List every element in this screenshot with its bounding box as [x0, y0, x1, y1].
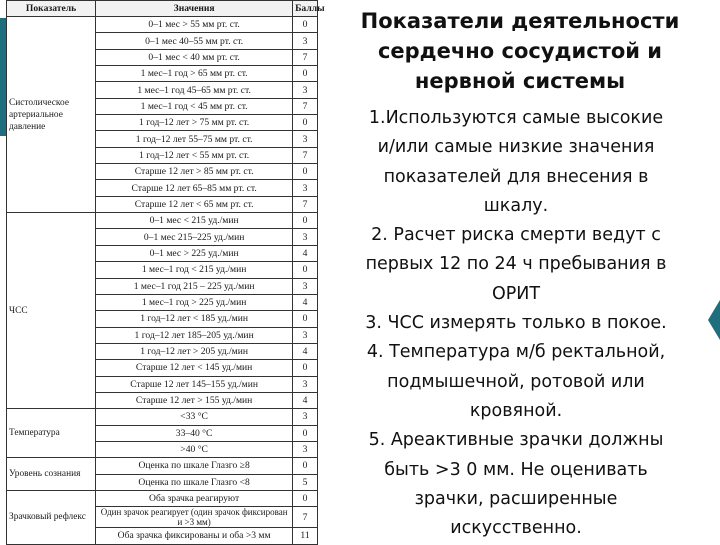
- points-cell: 0: [293, 115, 318, 131]
- slide-title: [330, 6, 710, 96]
- points-cell: 3: [293, 327, 318, 343]
- value-cell: Старше 12 лет 145–155 уд./мин: [96, 376, 293, 392]
- points-cell: 0: [293, 360, 318, 376]
- table-header-row: [7, 1, 318, 17]
- points-cell: 11: [293, 528, 318, 544]
- note-line: подмышечной, ротовой или: [387, 371, 645, 392]
- note-line: ОРИТ: [491, 283, 541, 304]
- value-cell: 0–1 мес > 55 мм рт. ст.: [96, 17, 293, 33]
- points-cell: 0: [293, 213, 318, 229]
- value-cell: 0–1 мес < 215 уд./мин: [96, 213, 293, 229]
- note-line: 4. Температура м/б ректальной,: [366, 342, 666, 363]
- note-line: 2. Расчет риска смерти ведут с: [371, 225, 661, 246]
- points-cell: 4: [293, 294, 318, 310]
- value-cell: Оценка по шкале Глазго <8: [96, 474, 293, 490]
- table-row: [7, 409, 318, 425]
- parameter-cell: ЧСС: [7, 213, 96, 409]
- parameter-cell: Зрачковый рефлекс: [7, 490, 96, 544]
- value-cell: 1 мес–1 год < 215 уд./мин: [96, 262, 293, 278]
- table-row: [7, 17, 318, 33]
- table-row: [7, 490, 318, 506]
- value-cell: Старше 12 лет < 145 уд./мин: [96, 360, 293, 376]
- points-cell: 7: [293, 49, 318, 65]
- table-row: [7, 213, 318, 229]
- points-cell: 3: [293, 82, 318, 98]
- points-cell: 0: [293, 311, 318, 327]
- points-cell: 4: [293, 343, 318, 359]
- value-cell: Оба зрачка фиксированы и оба >3 мм: [96, 528, 293, 544]
- value-cell: Старше 12 лет 65–85 мм рт. ст.: [96, 180, 293, 196]
- parameter-cell: Систолическое артериальное давление: [7, 17, 96, 213]
- note-line: 3. ЧСС измерять только в покое.: [365, 313, 667, 334]
- value-cell: 33–40 °C: [96, 425, 293, 441]
- value-cell: Оценка по шкале Глазго ≥8: [96, 458, 293, 474]
- points-cell: 0: [293, 17, 318, 33]
- points-cell: 3: [293, 33, 318, 49]
- points-cell: 3: [293, 229, 318, 245]
- points-cell: 0: [293, 425, 318, 441]
- value-cell: 1 год–12 лет > 205 уд./мин: [96, 343, 293, 359]
- note-line: и/или самые низкие значения: [377, 137, 655, 158]
- title-line: нервной системы: [414, 69, 626, 93]
- slide-accent-chevron: [704, 300, 720, 340]
- header-values: Значения: [96, 1, 293, 17]
- points-cell: 5: [293, 474, 318, 490]
- title-line: сердечно сосудистой и: [377, 39, 663, 63]
- text-panel: [330, 0, 720, 540]
- points-cell: 0: [293, 262, 318, 278]
- value-cell: 1 год–12 лет > 75 мм рт. ст.: [96, 115, 293, 131]
- points-cell: 7: [293, 507, 318, 528]
- note-line: показателей для внесения в: [383, 166, 649, 187]
- header-parameter: Показатель: [7, 1, 96, 17]
- value-cell: Оба зрачка реагируют: [96, 490, 293, 506]
- value-cell: <33 °C: [96, 409, 293, 425]
- value-cell: 0–1 мес 40–55 мм рт. ст.: [96, 33, 293, 49]
- points-cell: 4: [293, 392, 318, 408]
- points-cell: 0: [293, 490, 318, 506]
- notes-list: [330, 104, 702, 543]
- value-cell: 1 год–12 лет 185–205 уд./мин: [96, 327, 293, 343]
- points-cell: 3: [293, 278, 318, 294]
- value-cell: Один зрачок реагирует (один зрачок фиксирован и >3 мм): [96, 507, 293, 528]
- points-cell: 3: [293, 441, 318, 457]
- value-cell: 0–1 мес 215–225 уд./мин: [96, 229, 293, 245]
- value-cell: 0–1 мес > 225 уд./мин: [96, 245, 293, 261]
- header-points: Баллы: [293, 1, 318, 17]
- note-line: 1.Используются самые высокие: [368, 108, 664, 128]
- scoring-table-scan: [6, 0, 325, 542]
- value-cell: >40 °C: [96, 441, 293, 457]
- value-cell: Старше 12 лет > 155 уд./мин: [96, 392, 293, 408]
- note-line: 5. Ареактивные зрачки должны: [368, 430, 664, 451]
- value-cell: 1 год–12 лет < 185 уд./мин: [96, 311, 293, 327]
- value-cell: 1 мес–1 год < 45 мм рт. ст.: [96, 98, 293, 114]
- points-cell: 7: [293, 196, 318, 212]
- value-cell: Старше 12 лет > 85 мм рт. ст.: [96, 164, 293, 180]
- note-line: первых 12 по 24 ч пребывания в: [365, 254, 667, 275]
- scoring-table: [6, 0, 325, 545]
- value-cell: 1 мес–1 год > 225 уд./мин: [96, 294, 293, 310]
- value-cell: 1 мес–1 год 215 – 225 уд./мин: [96, 278, 293, 294]
- points-cell: 3: [293, 409, 318, 425]
- points-cell: 7: [293, 98, 318, 114]
- points-cell: 3: [293, 180, 318, 196]
- points-cell: 0: [293, 66, 318, 82]
- value-cell: 1 год–12 лет 55–75 мм рт. ст.: [96, 131, 293, 147]
- table-body: [7, 17, 318, 545]
- table-row: [7, 458, 318, 474]
- note-line: быть >3 0 мм. Не оценивать: [384, 459, 648, 480]
- note-line: кровяной.: [469, 400, 563, 421]
- value-cell: 1 мес–1 год 45–65 мм рт. ст.: [96, 82, 293, 98]
- points-cell: 3: [293, 376, 318, 392]
- note-line: искусственно.: [450, 518, 582, 539]
- points-cell: 3: [293, 131, 318, 147]
- note-line: шкалу.: [483, 195, 549, 216]
- points-cell: 7: [293, 147, 318, 163]
- value-cell: 1 год–12 лет < 55 мм рт. ст.: [96, 147, 293, 163]
- parameter-cell: Температура: [7, 409, 96, 458]
- value-cell: 0–1 мес < 40 мм рт. ст.: [96, 49, 293, 65]
- value-cell: Старше 12 лет < 65 мм рт. ст.: [96, 196, 293, 212]
- points-cell: 0: [293, 164, 318, 180]
- points-cell: 0: [293, 458, 318, 474]
- value-cell: 1 мес–1 год > 65 мм рт. ст.: [96, 66, 293, 82]
- points-cell: 4: [293, 245, 318, 261]
- title-line: Показатели деятельности: [360, 9, 680, 33]
- parameter-cell: Уровень сознания: [7, 458, 96, 491]
- note-line: зрачки, расширенные: [414, 488, 618, 509]
